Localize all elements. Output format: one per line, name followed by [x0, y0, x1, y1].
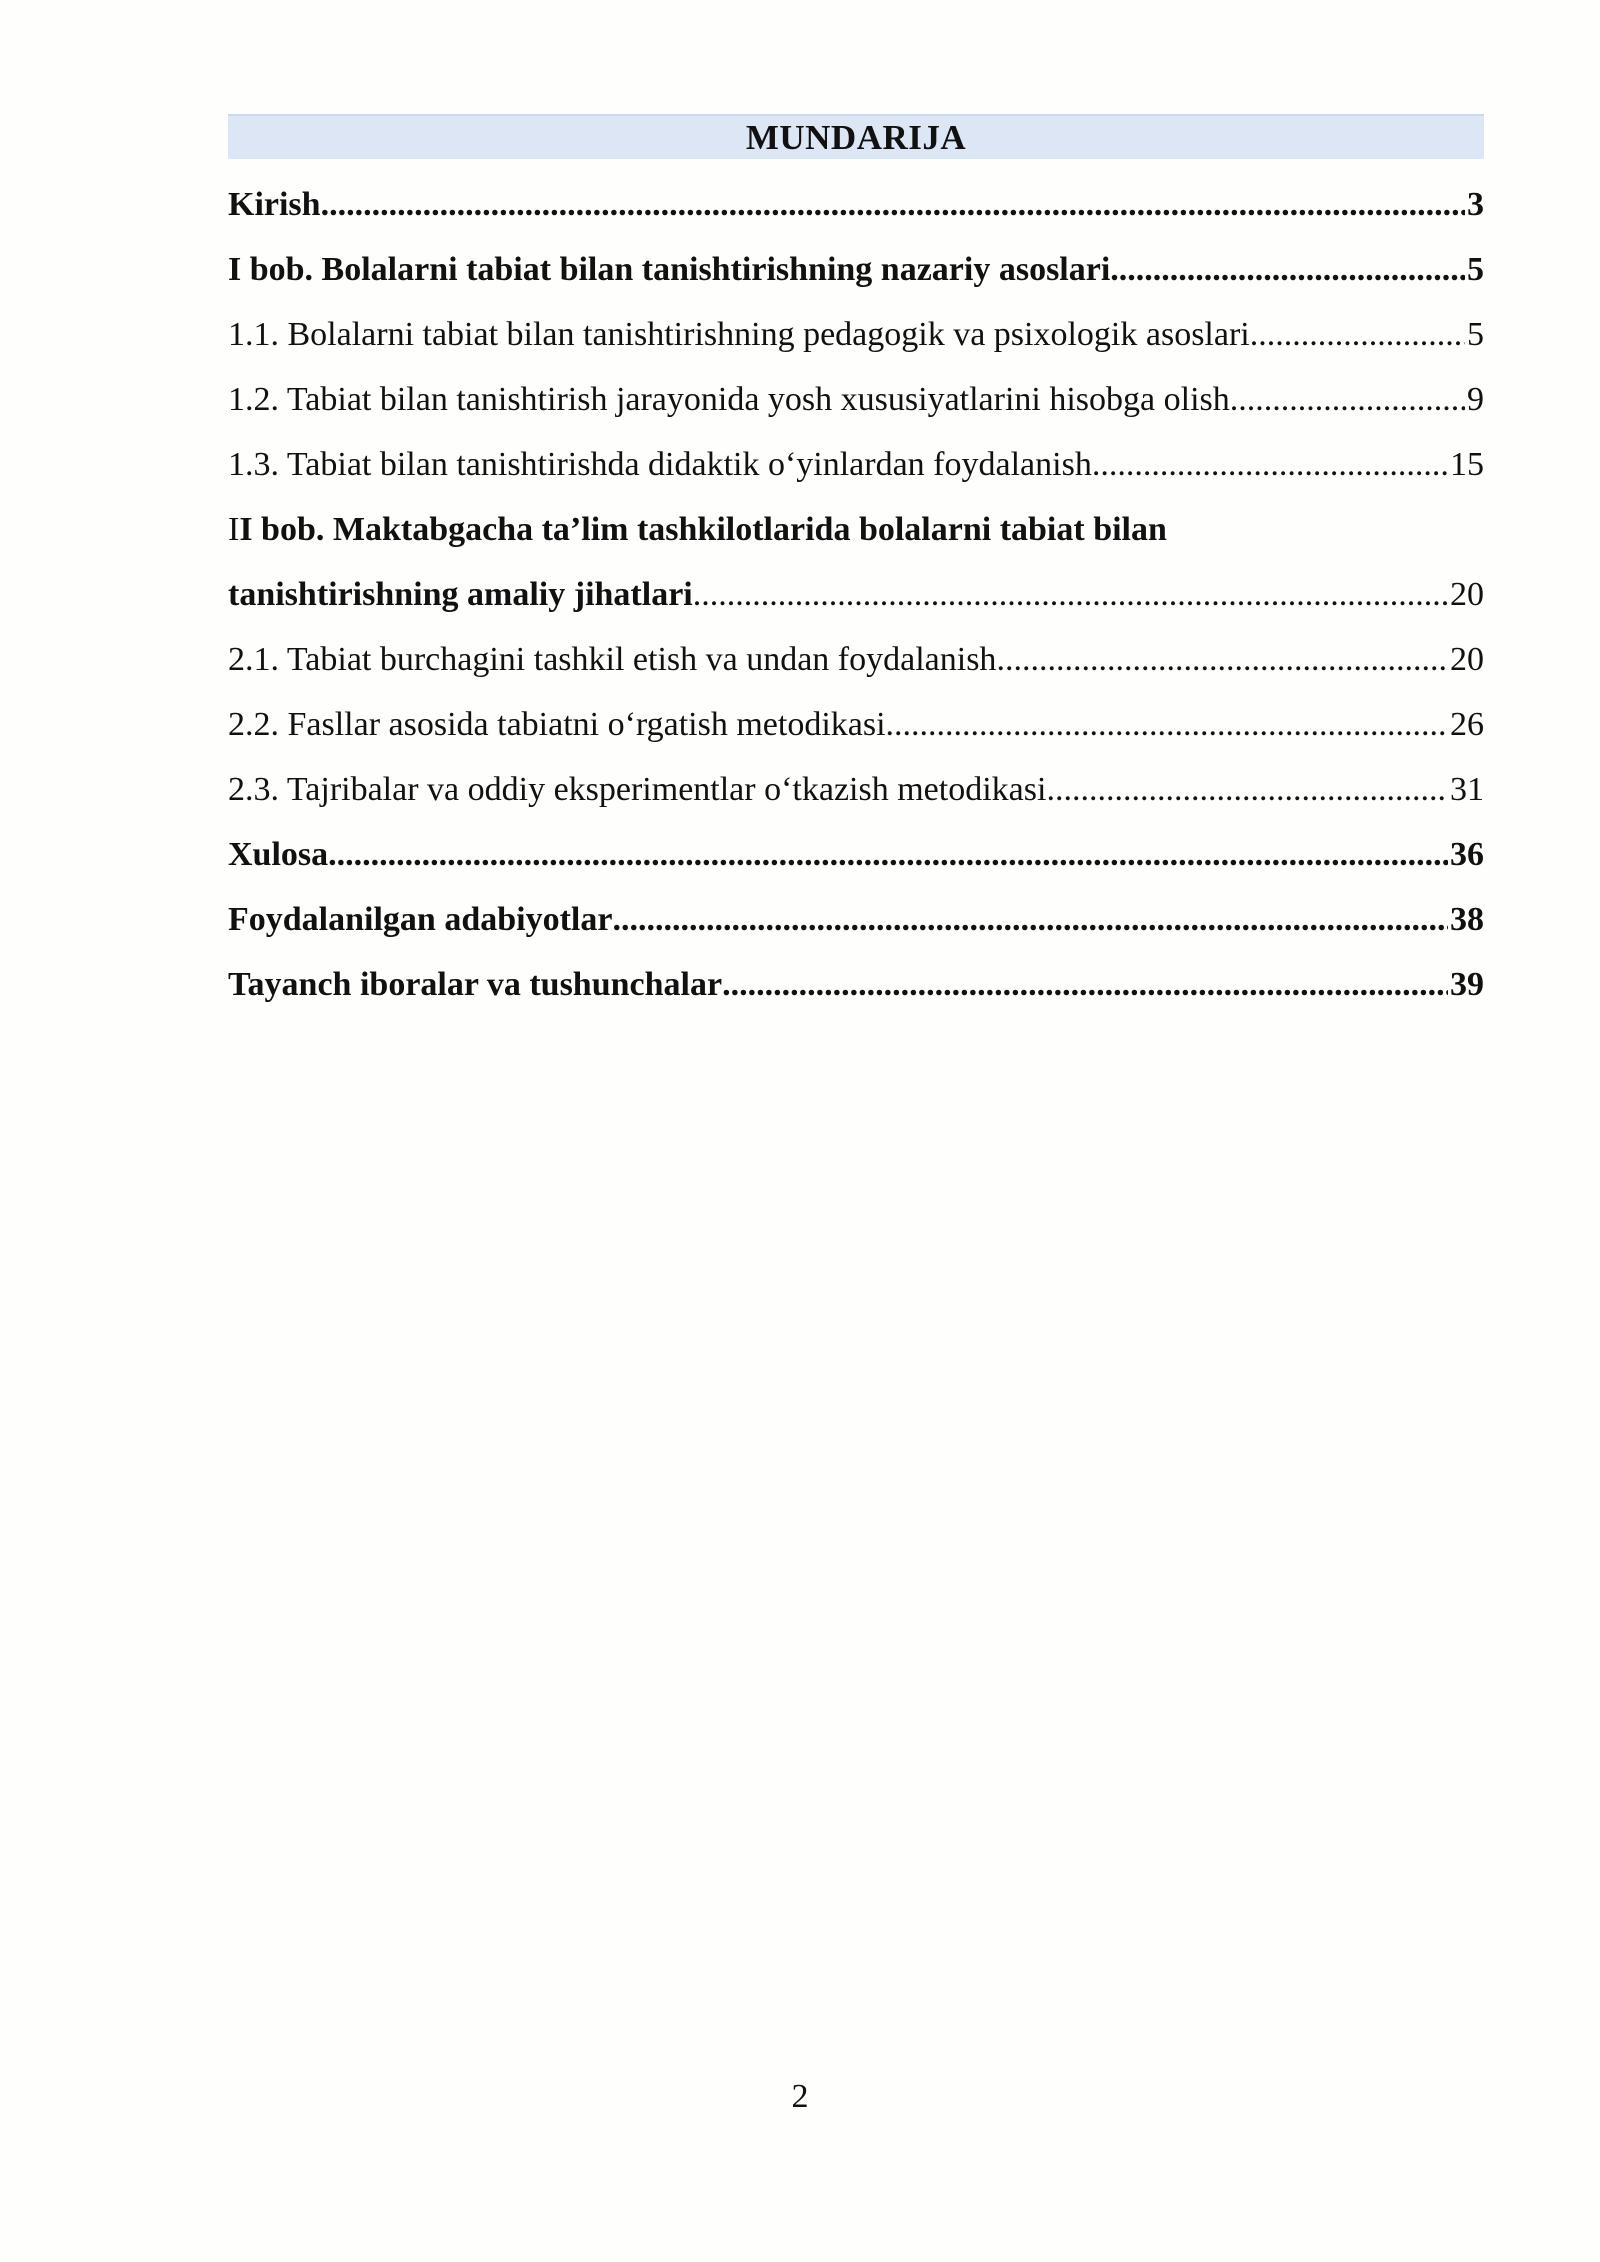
- dot-leader: [1046, 757, 1448, 822]
- toc-entry-1-2[interactable]: [228, 367, 1484, 432]
- toc-entry-page: 3: [1467, 186, 1484, 223]
- toc-entry-page: 26: [1450, 706, 1484, 743]
- toc-entry-text: I bob. Maktabgacha ta’lim tashkilotlarida bolalarni tabiat bilan: [239, 511, 1167, 548]
- toc-entry-2-2[interactable]: [228, 692, 1484, 757]
- toc-entry-tayanch-iboralar[interactable]: [228, 952, 1484, 1017]
- dot-leader: [1250, 302, 1465, 367]
- dot-leader: [612, 887, 1448, 952]
- toc-entry-text: 2.3. Tajribalar va oddiy eksperimentlar o‘tkazish metodikasi: [228, 771, 1047, 808]
- dot-leader: [321, 172, 1465, 237]
- table-of-contents: [228, 172, 1484, 1017]
- toc-entry-text: Foydalanilgan adabiyotlar: [228, 901, 613, 938]
- toc-entry-text: Tayanch iboralar va tushunchalar: [228, 966, 723, 1003]
- toc-entry-page: 20: [1450, 641, 1484, 678]
- toc-entry-1-1[interactable]: [228, 302, 1484, 367]
- toc-entry-page: 31: [1450, 771, 1484, 808]
- dot-leader: [1092, 432, 1448, 497]
- toc-entry-prefix: I: [228, 511, 240, 548]
- toc-entry-page: 5: [1467, 251, 1484, 288]
- dot-leader: [996, 627, 1448, 692]
- toc-entry-kirish[interactable]: [228, 172, 1484, 237]
- toc-entry-page: 39: [1450, 966, 1484, 1003]
- toc-entry-1-3[interactable]: [228, 432, 1484, 497]
- dot-leader: [1110, 237, 1465, 302]
- toc-entry-text: 1.1. Bolalarni tabiat bilan tanishtirishning pedagogik va psixologik asoslari: [228, 316, 1250, 353]
- dot-leader: [328, 822, 1448, 887]
- toc-entry-page: 9: [1467, 381, 1484, 418]
- toc-entry-text: 2.2. Fasllar asosida tabiatni o‘rgatish metodikasi: [228, 706, 886, 743]
- toc-entry-text: 1.2. Tabiat bilan tanishtirish jarayonida yosh xususiyatlarini hisobga olish: [228, 381, 1230, 418]
- dot-leader: [693, 562, 1448, 627]
- toc-entry-chapter-2-line2[interactable]: [228, 562, 1484, 627]
- toc-entry-text: Kirish: [228, 186, 321, 223]
- toc-entry-text: 2.1. Tabiat burchagini tashkil etish va undan foydalanish: [228, 641, 997, 678]
- toc-entry-text: Xulosa: [228, 836, 329, 873]
- toc-entry-chapter-2-line1[interactable]: [228, 497, 1484, 562]
- toc-entry-text: 1.3. Tabiat bilan tanishtirishda didaktik o‘yinlardan foydalanish: [228, 446, 1092, 483]
- toc-entry-xulosa[interactable]: [228, 822, 1484, 887]
- toc-entry-page: 15: [1450, 446, 1484, 483]
- page-number: 2: [791, 2078, 809, 2115]
- toc-entry-2-1[interactable]: [228, 627, 1484, 692]
- dot-leader: [886, 692, 1448, 757]
- toc-entry-page: 36: [1450, 836, 1484, 873]
- toc-entry-chapter-1[interactable]: [228, 237, 1484, 302]
- toc-title: MUNDARIJA: [228, 114, 1484, 159]
- toc-entry-adabiyotlar[interactable]: [228, 887, 1484, 952]
- toc-entry-text: tanishtirishning amaliy jihatlari: [228, 576, 693, 613]
- toc-entry-page: 20: [1450, 576, 1484, 613]
- toc-entry-text: I bob. Bolalarni tabiat bilan tanishtirishning nazariy asoslari: [228, 251, 1111, 288]
- dot-leader: [722, 952, 1448, 1017]
- toc-entry-page: 5: [1467, 316, 1484, 353]
- toc-entry-page: 38: [1450, 901, 1484, 938]
- dot-leader: [1230, 367, 1465, 432]
- toc-entry-2-3[interactable]: [228, 757, 1484, 822]
